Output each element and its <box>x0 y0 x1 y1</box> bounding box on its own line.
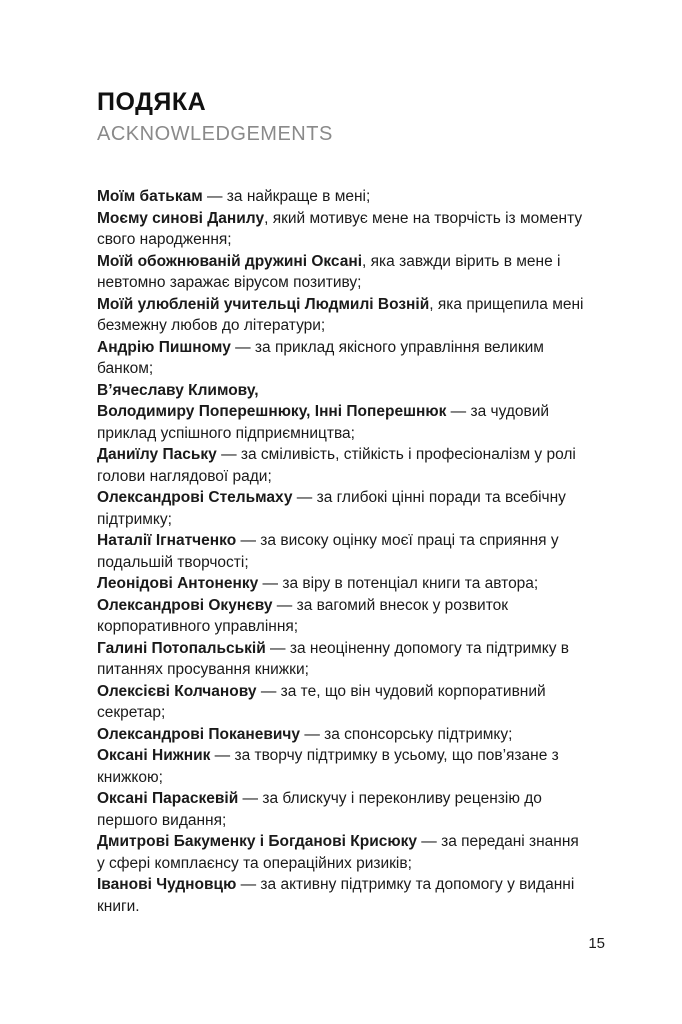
acknowledgement-entry <box>97 831 589 874</box>
acknowledgement-entry <box>97 294 589 337</box>
entry-text: — за найкраще в мені; <box>202 188 371 205</box>
entry-name: Даниїлу Паську <box>97 446 217 463</box>
entry-text: — за творчу підтримку в усьому, що пов’язане з книжкою; <box>97 747 559 786</box>
entry-text: — за передані знання у сфері комплаєнсу та операційних ризиків; <box>97 833 579 872</box>
acknowledgement-entry <box>97 724 589 746</box>
entry-name: Леонідові Антоненку <box>97 575 259 592</box>
entry-text: — за високу оцінку моєї праці та сприяння у подальшій творчості; <box>97 532 559 571</box>
entry-text: , яка завжди вірить в мене і невтомно заражає вірусом позитиву; <box>97 252 561 291</box>
entry-name: Моєму синові Данилу <box>97 209 265 227</box>
acknowledgement-entry <box>97 186 589 208</box>
acknowledgement-entry <box>97 595 589 638</box>
acknowledgement-entry <box>97 251 589 294</box>
entry-name: В’ячеславу Климову, <box>97 381 259 399</box>
acknowledgement-entry <box>97 745 589 788</box>
page-title: ПОДЯКА <box>97 88 207 116</box>
entry-text: — за приклад якісного управління великим банком; <box>97 338 544 377</box>
acknowledgement-entry <box>97 681 589 724</box>
acknowledgements-list <box>97 186 589 917</box>
entry-text: — за спонсорську підтримку; <box>300 725 513 743</box>
entry-text: — за чудовий приклад успішного підприємництва; <box>97 403 550 442</box>
acknowledgement-entry <box>97 401 589 444</box>
acknowledgement-entry <box>97 444 589 487</box>
entry-name: Олександрові Окунєву <box>97 596 273 614</box>
acknowledgement-entry <box>97 208 589 251</box>
entry-text: — за блискучу і переконливу рецензію до першого видання; <box>97 790 542 829</box>
entry-name: Моїй улюбленій учительці Людмилі Возній <box>97 295 430 313</box>
acknowledgement-entry <box>97 573 589 595</box>
entry-name: Моїй обожнюваній дружині Оксані <box>97 252 363 270</box>
entry-text: — за неоціненну допомогу та підтримку в питаннях просування книжки; <box>97 639 570 678</box>
entry-name: Галині Потопальській <box>97 639 266 657</box>
entry-name: Андрію Пишному <box>97 338 231 356</box>
acknowledgement-entry <box>97 530 589 573</box>
entry-name: Олександрові Поканевичу <box>97 725 301 743</box>
entry-name: Олександрові Стельмаху <box>97 489 293 506</box>
entry-text: , яка прищепила мені безмежну любов до літератури; <box>97 295 584 334</box>
entry-name: Володимиру Поперешнюку, Інні Поперешнюк <box>97 403 447 420</box>
acknowledgement-entry <box>97 638 589 681</box>
entry-name: Наталії Ігнатченко <box>97 532 237 549</box>
acknowledgement-entry <box>97 487 589 530</box>
acknowledgement-entry <box>97 380 589 402</box>
acknowledgements-page <box>97 88 589 917</box>
entry-text: — за віру в потенціал книги та автора; <box>258 575 539 592</box>
acknowledgement-entry <box>97 788 589 831</box>
entry-name: Оксані Нижник <box>97 747 211 764</box>
entry-text: — за те, що він чудовий корпоративний секретар; <box>97 682 546 721</box>
page-subtitle: ACKNOWLEDGEMENTS <box>97 123 333 145</box>
entry-name: Оксані Параскевій <box>97 790 239 807</box>
entry-name: Іванові Чудновцю <box>97 876 237 893</box>
entry-text: — за вагомий внесок у розвиток корпоративного управління; <box>97 596 509 635</box>
entry-text: — за сміливість, стійкість і професіоналізм у ролі голови наглядової ради; <box>97 446 576 485</box>
entry-text: — за глибокі цінні поради та всебічну підтримку; <box>97 489 566 528</box>
page-number: 15 <box>588 935 605 952</box>
entry-text: , який мотивує мене на творчість із моменту свого народження; <box>97 209 583 248</box>
entry-name: Моїм батькам <box>97 188 203 205</box>
acknowledgement-entry <box>97 874 589 917</box>
acknowledgement-entry <box>97 337 589 380</box>
entry-name: Олексієві Колчанову <box>97 682 257 700</box>
entry-name: Дмитрові Бакуменку і Богданові Крисюку <box>97 833 417 850</box>
entry-text: — за активну підтримку та допомогу у виданні книги. <box>97 876 575 915</box>
